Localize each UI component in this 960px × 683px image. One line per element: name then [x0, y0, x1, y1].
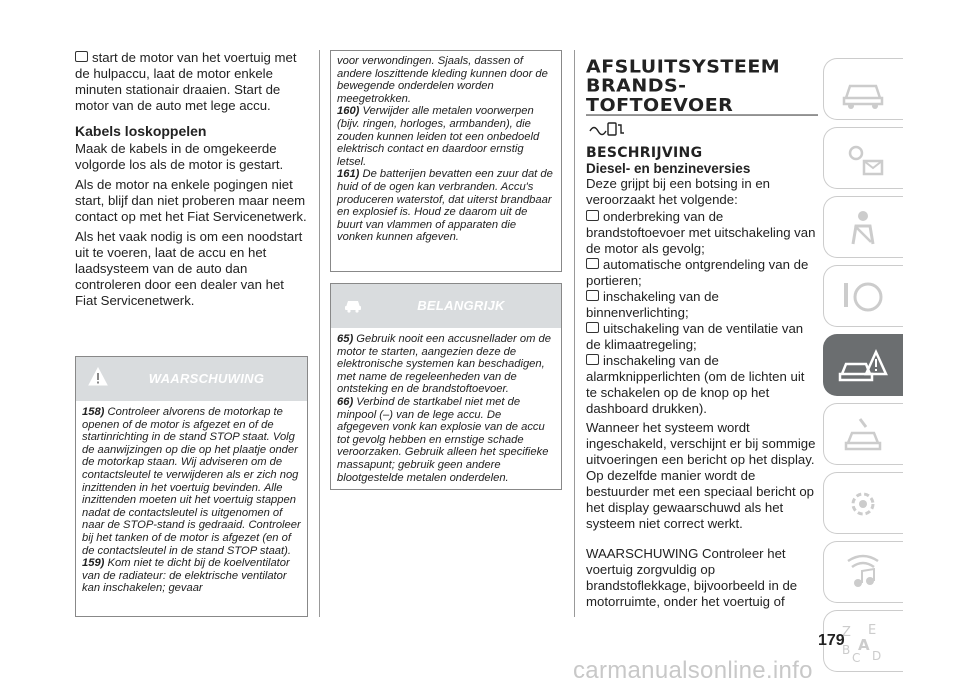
subheading-diesel-benzine: Diesel- en benzineversies	[586, 161, 751, 176]
tab-emergency[interactable]	[823, 334, 903, 396]
warning-item: 159) Kom niet te dicht bij de koelventilator van de radiateur: de elektrische ventilator kan inschakelen; gevaar	[82, 557, 290, 595]
warning-continuation-box	[330, 50, 562, 272]
paragraph: WAARSCHUWING Controleer het voertuig zorgvuldig op brandstoflekkage, bijvoorbeeld in de motorruimte, onder het voertuig of	[586, 546, 798, 609]
svg-text:D: D	[872, 649, 882, 663]
column-divider	[574, 50, 575, 617]
wrench-car-icon	[838, 413, 888, 457]
warning-box	[75, 356, 308, 617]
svg-text:E: E	[868, 623, 877, 638]
warning-item: 161) De batterijen bevatten een zuur dat de huid of de ogen kan verbranden. Accu's produceren waterstof, dat uiterst brandbaar en explosief is. Houd ze daarom uit de buurt van vlammen of apparaten die vonken kunnen afgeven.	[337, 168, 553, 244]
warning-title: WAARSCHUWING	[148, 371, 265, 386]
bullet-item: automatische ontgrendeling van de portieren;	[586, 257, 818, 289]
heading-kabels-loskoppelen: Kabels loskoppelen	[75, 123, 207, 139]
tab-warning-lights[interactable]	[823, 127, 903, 189]
tab-safety[interactable]	[823, 196, 903, 258]
tab-multimedia[interactable]	[823, 541, 903, 603]
paragraph: Wanneer het systeem wordt ingeschakeld, verschijnt er bij sommige uitvoeringen een bericht op het display. Op dezelfde manier wordt de bestuurder met een speciaal bericht op het display gewaarschuwd als het systeem niet correct werkt.	[586, 420, 816, 531]
svg-text:B: B	[842, 643, 851, 657]
tab-technical-data[interactable]	[823, 472, 903, 534]
important-item: 65) Gebruik nooit een accusnellader om de motor te starten, aangezien deze de elektronische systemen kan beschadigen, met name de regeleenheden van de ontsteking en de brandstoftoevoer.	[337, 333, 551, 396]
key-steering-icon	[838, 275, 888, 319]
warning-continuation-text: voor verwondingen. Sjaals, dassen of andere loszittende kleding kunnen door de bewegende onderdelen worden meegetrokken.	[337, 55, 548, 105]
music-nav-icon	[838, 551, 888, 595]
warning-item: 160) Verwijder alle metalen voorwerpen (bijv. ringen, horloges, armbanden), die zouden kunnen leiden tot een onbedoeld elektrisch contact en daardoor ernstig letsel.	[337, 105, 540, 168]
tab-maintenance[interactable]	[823, 403, 903, 465]
tab-car[interactable]	[823, 58, 903, 120]
paragraph-continue: start de motor van het voertuig met de hulpaccu, laat de motor enkele minuten stationair draaien. Start de motor van de auto met lege accu.	[75, 50, 308, 114]
paragraph: Als de motor na enkele pogingen niet start, blijf dan niet proberen maar neem contact op met het Fiat Servicenetwerk.	[75, 177, 307, 224]
emergency-car-icon	[838, 344, 888, 388]
tab-starting-driving[interactable]	[823, 265, 903, 327]
important-item: 66) Verbind de startkabel niet met de minpool (–) van de lege accu. De afgegeven vonk kan explosie van de accu tot gevolg hebben en ernstige schade veroorzaken. Gebruik alleen het specifieke massapunt; gebruik geen andere blootgestelde metalen onderdelen.	[337, 395, 549, 484]
important-header	[331, 284, 561, 328]
fuel-cutoff-icon	[588, 120, 628, 138]
svg-text:Z: Z	[842, 625, 851, 640]
bullet-item: inschakeling van de alarmknipperlichten (om de lichten uit te schakelen op de knop op het dashboard drukken).	[586, 353, 818, 417]
paragraph: Maak de kabels in de omgekeerde volgorde los als de motor is gestart.	[75, 141, 284, 172]
column-1	[75, 50, 308, 309]
important-body	[331, 328, 561, 489]
data-gear-icon	[838, 482, 888, 526]
car-icon	[838, 68, 888, 112]
warning-body	[76, 401, 307, 600]
svg-text:C: C	[852, 651, 861, 664]
section-beschrijving: BESCHRIJVING	[586, 145, 703, 161]
page-number: 179	[818, 632, 845, 649]
seatbelt-person-icon	[838, 206, 888, 250]
section-title-line1: AFSLUITSYSTEEM	[586, 56, 781, 78]
warning-header	[76, 357, 307, 401]
warning-item: 158) Controleer alvorens de motorkap te openen of de motor is afgezet en of de startinrichting in de stand STOP staat. Volg de aanwijzingen op die op het plaatje onder de motorkap staan. Wij adviseren om de contactsleutel te verwijderen als er zich nog inzittenden in het voertuig bevinden. Alle inzittenden moeten uit het voertuig stappen nadat de contactsleutel is uitgenomen of naar de STOP-stand is gedraaid. Controleer bij het tanken of de motor is afgezet (en of de contactsleutel in de stand STOP staat).	[82, 406, 301, 557]
svg-text:A: A	[858, 636, 870, 654]
warning-light-icon	[838, 137, 888, 181]
bullet-item: onderbreking van de brandstoftoevoer met uitschakeling van de motor als gevolg;	[586, 209, 818, 257]
important-title: BELANGRIJK	[417, 298, 505, 313]
index-letters-icon	[838, 620, 888, 664]
column-3	[586, 58, 818, 610]
bullet-item: inschakeling van de binnenverlichting;	[586, 289, 818, 321]
bullet-item: uitschakeling van de ventilatie van de klimaatregeling;	[586, 321, 818, 353]
paragraph: Als het vaak nodig is om een noodstart uit te voeren, laat de accu en het laadsysteem van de auto dan controleren door een dealer van het Fiat Servicenetwerk.	[75, 229, 303, 308]
chapter-tabs	[823, 58, 903, 679]
paragraph-intro: Deze grijpt bij een botsing in en veroorzaakt het volgende:	[586, 176, 771, 207]
section-title-line2: BRANDS-	[586, 75, 687, 97]
important-box	[330, 283, 562, 490]
watermark: carmanualsonline.info	[573, 657, 813, 683]
section-title-line3: TOFTOEVOER	[586, 97, 818, 116]
column-divider	[319, 50, 320, 617]
